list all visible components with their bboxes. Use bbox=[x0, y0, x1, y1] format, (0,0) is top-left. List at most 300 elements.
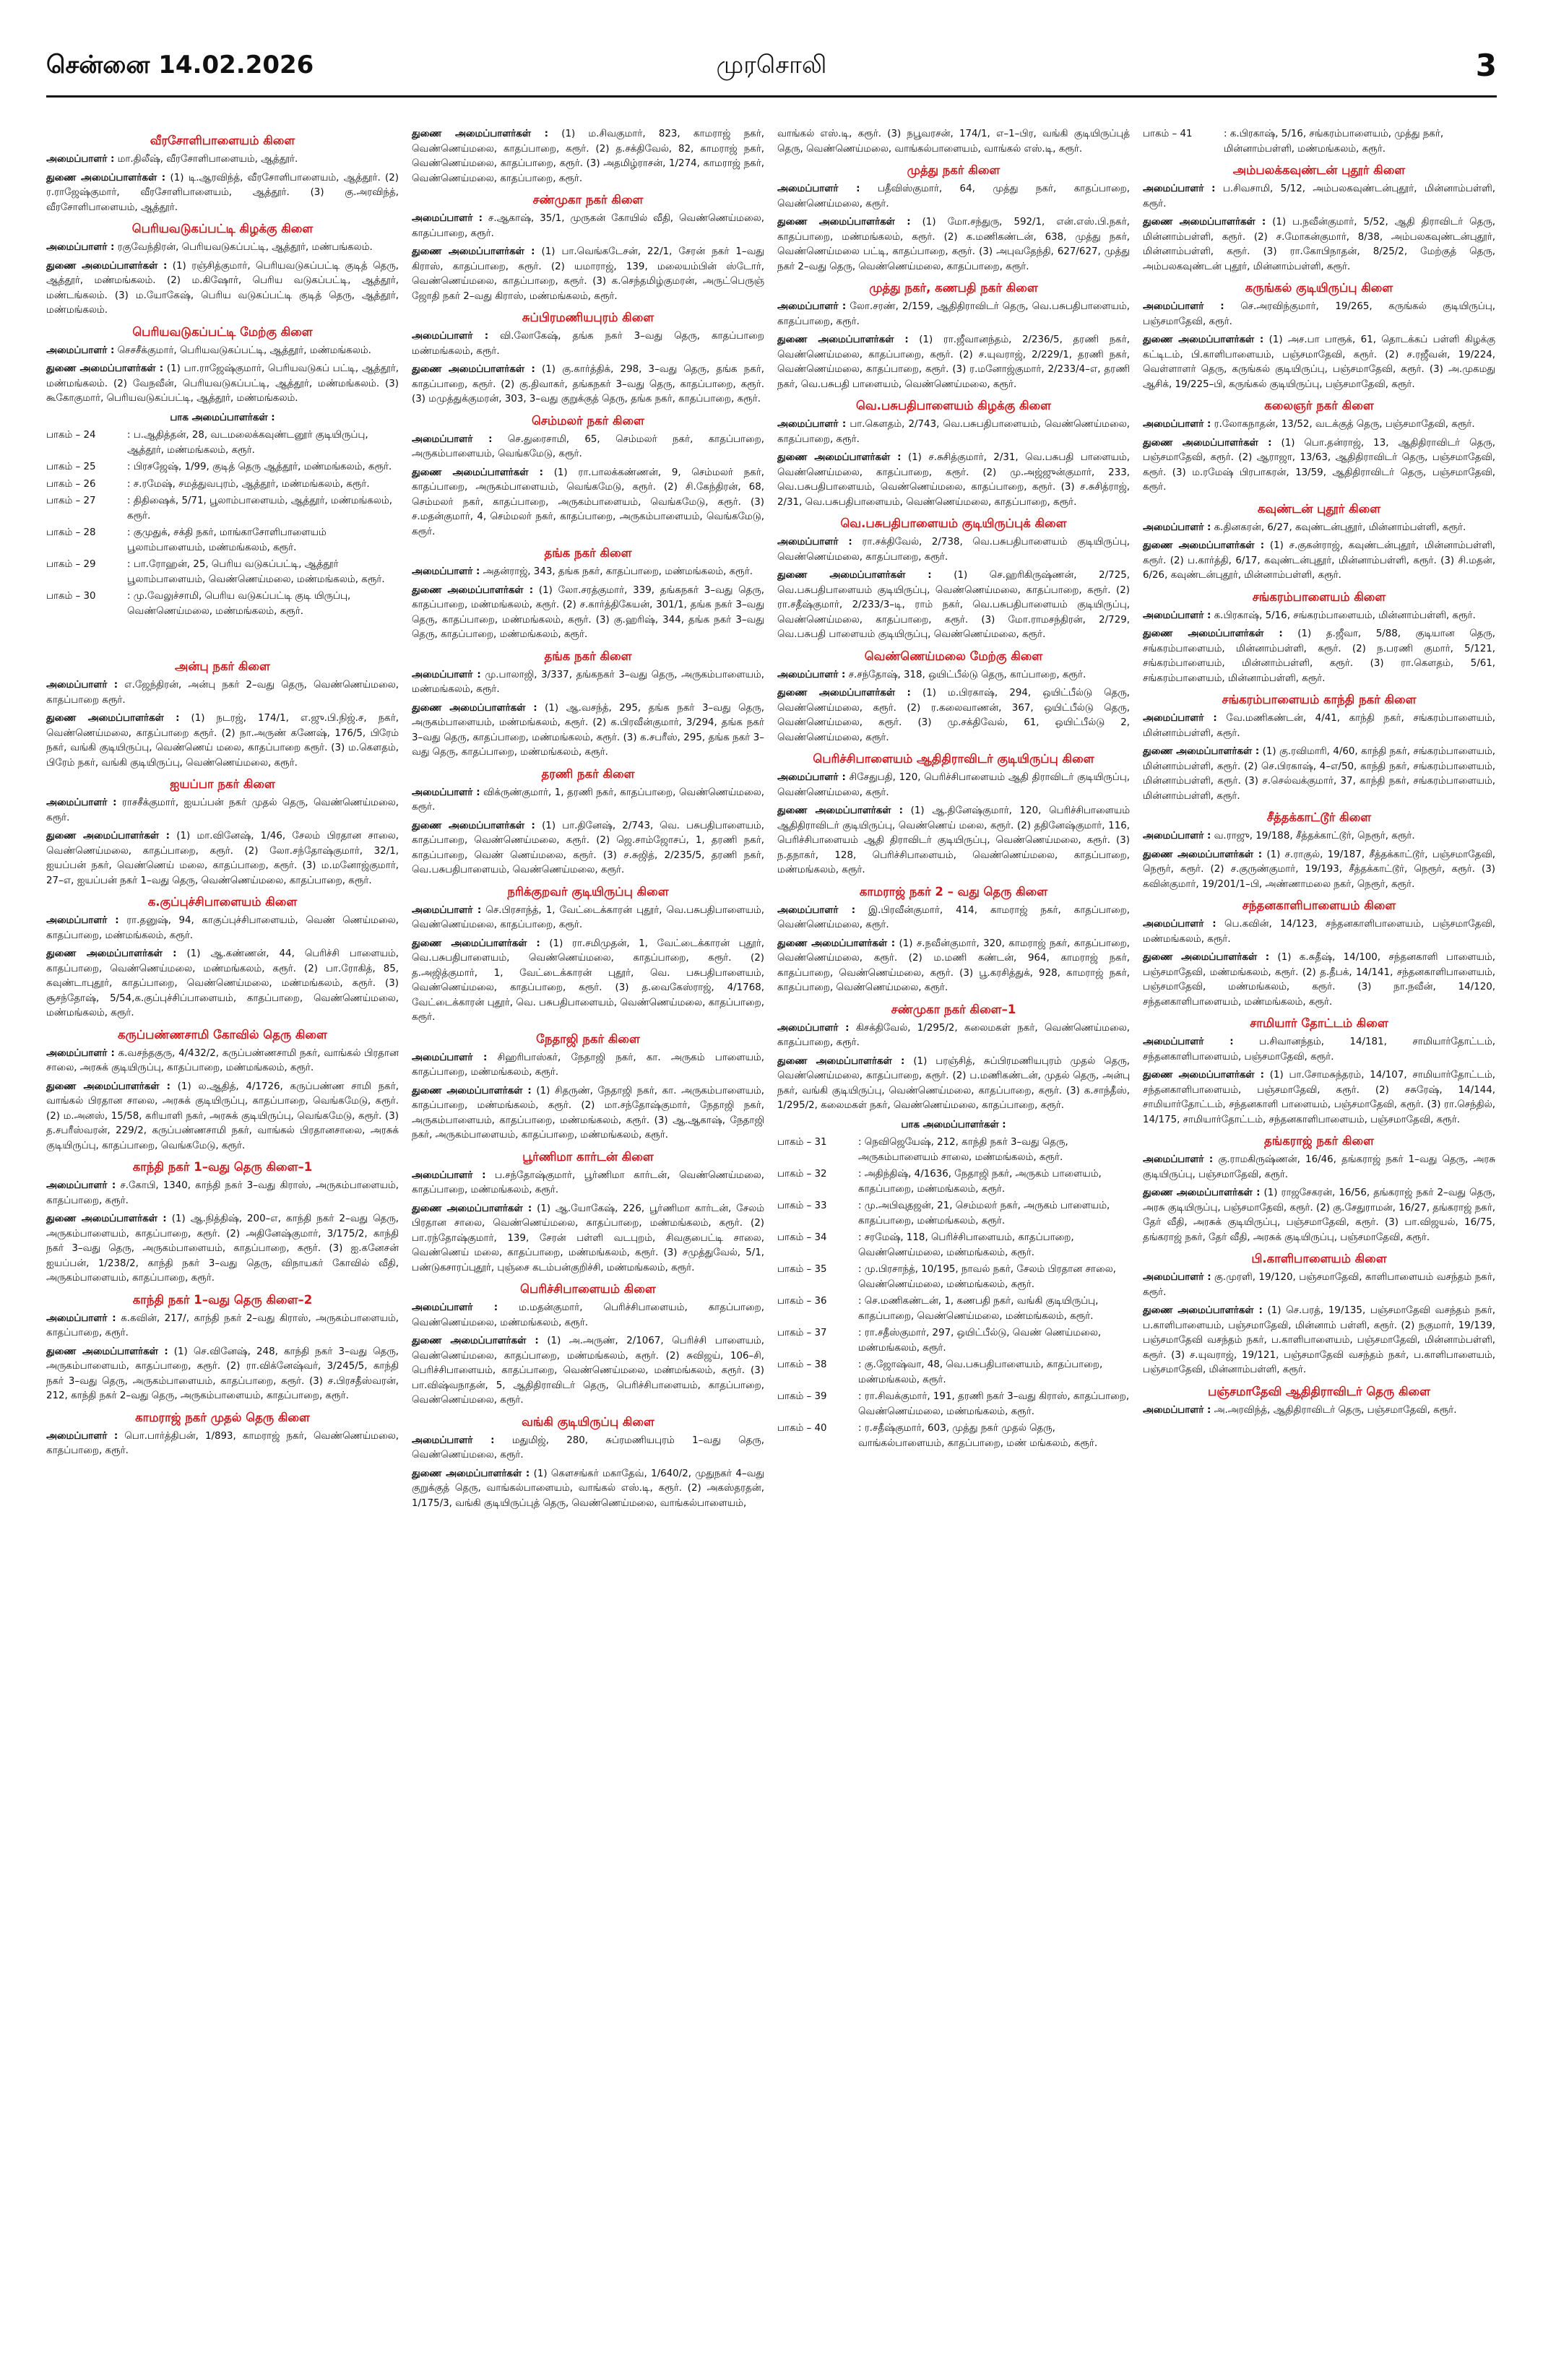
role-label: துணை அமைப்பாளர்கள் : bbox=[46, 1081, 170, 1092]
organizer-entry bbox=[1143, 745, 1495, 804]
booth-organizer: : குமுதுக், சக்தி நகர், மாங்காசோளிபாளையம் பூலாம்பாளையம், மண்மங்கலம், கரூர். bbox=[127, 527, 327, 553]
booth-row bbox=[777, 1231, 1130, 1260]
organizer-entry bbox=[412, 819, 764, 878]
organizer-entry bbox=[1143, 1035, 1495, 1065]
booth-organizer: : அதிந்திஷ், 4/1636, நேதாஜி நகர், அருகம் பாளையம், காதப்பாறை, மண்மங்கலம், கரூர். bbox=[858, 1169, 1102, 1195]
booth-row bbox=[777, 1421, 1130, 1451]
organizer-entry bbox=[412, 786, 764, 815]
booth-organizer: : பா.ரோஹன், 25, பெரிய வடுகப்பட்டி, ஆத்தூர் பூலாம்பாளையம், வெண்ணெய்மலை, மண்மங்கலம், கரூர். bbox=[127, 559, 385, 585]
organizer-details: ப.சிவசாமி, 5/12, அம்பலகவுண்டன்புதூர், மின்னாம்பள்ளி, கரூர். bbox=[1143, 183, 1495, 209]
organizer-entry bbox=[46, 362, 399, 407]
organizer-entry bbox=[777, 1021, 1130, 1051]
organizer-details: (1) செ.ஹரிகிருஷ்ணன், 2/725, வெ.பசுபதிபாளையம் குடியிருப்பு, வெண்ணெய்மலை, காதப்பாறை, கரூர். (2) ரா.சதீஷ்குமார், 2/233/3–டி, ராம் நகர், வெ.பசுபதிபாளையம் குடியிருப்பு, வெண்ணெய்மலை, காதப்பாறை, கரூர். (3) மோ.ராமசந்திரன், 2/729, வெ.பசுபதி பாளையம் குடியிருப்பு, வெண்ணெய்மலை, கரூர். bbox=[777, 570, 1130, 640]
booth-row bbox=[46, 589, 399, 619]
organizer-details: (1) பா.ராஜேஷ்குமார், பெரியவடுகப் பட்டி, ஆத்தூர், மண்மங்கலம். (2) வேநவீன், பெரியவடுகப்பட்டி, ஆத்தூர், மண்மங்கலம். (3) கூகோகுமார், பெரியவடுகப்பட்டி, ஆத்தூர், மண்மங்கலம். bbox=[46, 363, 399, 404]
organizer-details: லோ.சரண், 2/159, ஆதிதிராவிடர் தெரு, வெ.பசுபதிபாளையம், காதப்பாறை, கரூர். bbox=[777, 301, 1130, 327]
branch-title: வெ.பசுபதிபாளையம் குடியிருப்புக் கிளை bbox=[840, 516, 1067, 530]
role-label: அமைப்பாளர் : bbox=[46, 915, 119, 926]
branch-title: தங்க நகர் கிளை bbox=[544, 649, 632, 663]
organizer-details: க.தினகரன், 6/27, கவுண்டன்புதூர், மின்னாம்பள்ளி, கரூர். bbox=[1211, 522, 1466, 533]
organizer-entry bbox=[412, 1334, 764, 1408]
booth-number: பாகம் – 27 bbox=[46, 496, 96, 506]
role-label: துணை அமைப்பாளர்கள் : bbox=[777, 334, 909, 345]
branch-title: கவுண்டன் புதூர் கிளை bbox=[1257, 501, 1381, 516]
organizer-details: (1) பரஞ்சித், சுப்பிரமணியபுரம் முதல் தெரு, வெண்ணெய்மலை, காதப்பாறை, கரூர். (2) ப.மணிகண்டன், முதல் தெரு, அன்பு நகர், வங்கி குடியிருப்பு, வெண்ணெய்மலை, காதப்பாறை, கரூர். (3) க.சாந்தீஸ், 1/295/2, கலைமகள் நகர், வெண்ணெய்மலை, காதப்பாறை, கரூர். bbox=[777, 1055, 1130, 1111]
organizer-entry bbox=[46, 947, 399, 1021]
booth-number: பாகம் – 24 bbox=[46, 430, 96, 441]
organizer-details: (1) மா.வினேஷ், 1/46, சேலம் பிரதான சாலை, வெண்ணெய்மலை, காதப்பாறை, கரூர். (2) லோ.சந்தோஷ்குமார், 32/1, ஐயப்பன் நகர், வெண்ணெய் மலை, காதப்பாறை, கரூர். (3) ம.மனோஜ்குமார், 27–எ, ஐயப்பன் நகர் 1–வது தெரு, வெண்ணெய்மலை, காதப்பாறை, கரூர். bbox=[46, 831, 399, 886]
booth-row bbox=[777, 1263, 1130, 1292]
role-label: துணை அமைப்பாளர்கள் : bbox=[1143, 437, 1272, 449]
organizer-details: (1) பா.தினேஷ், 2/743, வெ. பசுபதிபாளையம், காதப்பாறை, வெண்ணெய்மலை, கரூர். (2) ஜெ.சாம்ஜோசப், 1, தரணி நகர், காதப்பாறை, வெண் ணெய்மலை, கரூர். (3) ச.சுஜித், 2/235/5, தரணி நகர், வெ.பசுபதிபாளையம், வெண்ணெய்மலை, கரூர். bbox=[412, 820, 764, 875]
role-label: துணை அமைப்பாளர்கள் : bbox=[412, 938, 540, 949]
organizer-details: (1) ல.ஆதித், 4/1726, கருப்பண்ண சாமி நகர், வாங்கல் பிரதான சாலை, அரசுக் குடியிருப்பு, காதப்பாறை, வெங்கமேடு, கரூர். (2) ம.அனஸ், 15/58, கரியாளி நகர், அரசுக் குடியிருப்பு, வெங்கமேடு, கரூர். (3) த.சபரீஸ்வரன், 229/2, கருப்பண்ணசாமி நகர், வாங்கல் பிரதானசாலை, அரசுக் குடியிருப்பு, காதப்பாறை, வெங்கமேடு, கரூர். bbox=[46, 1081, 399, 1151]
section-subtitle: பாக அமைப்பாளர்கள் : bbox=[901, 1119, 1006, 1130]
organizer-entry bbox=[1143, 215, 1495, 274]
organizer-details: (1) ஆ.நித்திஷ், 200–எ, காந்தி நகர் 2–வது தெரு, அருகம்பாளையம், காதப்பாறை, கரூர். (2) அதினேஷ்குமார், 3/175/2, காந்தி நகர் 3–வது தெரு, அருகம்பாளையம், காதப்பாறை, கரூர். (3) ஐ.கனேசன் ஐயப்பன், 1/238/2, காந்தி நகர் 3–வது தெரு, விநாயகர் கோவில் வீதி, அருகம்பாளையம், காதப்பாறை, கரூர். bbox=[46, 1213, 399, 1284]
role-label: அமைப்பாளர் : bbox=[1143, 610, 1211, 621]
role-label: அமைப்பாளர் : bbox=[1143, 713, 1217, 724]
role-label: அமைப்பாளர் : bbox=[1143, 1037, 1234, 1047]
organizer-details: மு.பாலாஜி, 3/337, தங்கநகர் 3–வது தெரு, அருகம்பாளையம், மண்மங்கலம், கரூர். bbox=[412, 669, 764, 695]
organizer-entry bbox=[412, 584, 764, 643]
booth-organizer: : ப.ஆதித்தன், 28, வடமலைக்கவுண்டனூர் குடியிருப்பு, ஆத்தூர், மண்மங்கலம், கரூர். bbox=[127, 430, 368, 456]
organizer-entry bbox=[412, 1084, 764, 1143]
role-label: துணை அமைப்பாளர்கள் : bbox=[1143, 849, 1263, 860]
organizer-details: கு.முரளி, 19/120, பஞ்சமாதேவி, காளிபாளையம் வசந்தம் நகர், கரூர். bbox=[1143, 1272, 1495, 1298]
booth-row bbox=[46, 558, 399, 587]
organizer-entry bbox=[1143, 521, 1495, 536]
column-4 bbox=[1143, 127, 1495, 2366]
booth-row bbox=[46, 460, 399, 475]
organizer-entry bbox=[46, 1345, 399, 1404]
role-label: துணை அமைப்பாளர்கள் : bbox=[46, 1213, 167, 1224]
organizer-entry bbox=[46, 796, 399, 826]
organizer-details: (1) மோ.சந்துரு, 592/1, என்.எஸ்.பி.நகர், காதப்பாறை, மண்மங்கலம், கரூர். (2) க.மணிகண்டன், 638, முத்து நகர், வெண்ணெய்மலை பட்டி, காதப்பாறை, கரூர். (3) அபுவதேந்தி, 627/627, முத்து நகர் 2–வது தெரு, வெண்ணெய்மலை, காதப்பாறை, கரூர். bbox=[777, 217, 1130, 272]
organizer-details: கு.ராமகிருஷ்ணன், 16/46, தங்கராஜ் நகர் 1–வது தெரு, அரசு குடியிருப்பு, பஞ்சமாதேவி, கரூர். bbox=[1143, 1154, 1495, 1180]
role-label: துணை அமைப்பாளர்கள் : bbox=[46, 1346, 168, 1357]
booth-organizer: : பிரசஜேஷ், 1/99, குடித் தெரு ஆத்தூர், மண்மங்கலம், கரூர். bbox=[127, 462, 392, 472]
organizer-entry bbox=[46, 1047, 399, 1076]
organizer-entry bbox=[412, 433, 764, 462]
organizer-entry bbox=[412, 668, 764, 698]
booth-row bbox=[46, 477, 399, 493]
header-divider bbox=[46, 95, 1497, 98]
role-label: அமைப்பாளர் : bbox=[46, 1180, 116, 1191]
organizer-entry bbox=[1143, 951, 1495, 1010]
role-label: துணை அமைப்பாளர்கள் : bbox=[412, 246, 535, 257]
organizer-entry bbox=[412, 565, 764, 580]
continued-text: வாங்கல் எஸ்.டி, கரூர். (3) நபூவரசன், 174/1, எ–1–பிர, வங்கி குடியிருப்புத் தெரு, வெண்ணெய்மலை, வாங்கல்பாளையம், வாங்கல் எஸ்.டி, கரூர். bbox=[777, 129, 1130, 155]
organizer-details: (1) ச.ராகுல், 19/187, சீத்தக்காட்டூர், பஞ்சமாதேவி, நெரூர், கரூர். (2) ச.குருண்குமார், 19/193, சீத்தக்காட்டூர், நெரூர், கரூர். (3) கவின்குமார், 19/201/1–பி, அண்ணாமலை நகர், நெரூர், கரூர். bbox=[1143, 849, 1495, 890]
organizer-details: (1) சிதருண், நேதாஜி நகர், கா. அருகம்பாளையம், காதப்பாறை, மண்மங்கலம், கரூர். (2) மா.சந்தோஷ்குமார், நேதாஜி நகர், அருகம்பாளையம், காதப்பாறை, மண்மங்கலம், கரூர். (3) ஆ.ஆகாஷ், நேதாஜி நகர், அருகம்பாளையம், காதப்பாறை, மண்மங்கலம், கரூர். bbox=[412, 1085, 764, 1141]
organizer-details: (1) ம.சிவகுமார், 823, காமராஜ் நகர், வெண்ணெய்மலை, காதப்பாறை, கரூர். (2) த.சக்திவேல், 82, காமராஜ் நகர், வெண்ணெய்மலை, காதப்பாறை, கரூர். (3) அதமிழ்ராசன், 1/274, காமராஜ் நகர், வெண்ணெய்மலை, காதப்பாறை, கரூர். bbox=[412, 129, 764, 184]
role-label: துணை அமைப்பாளர்கள் : bbox=[412, 820, 535, 831]
role-label: அமைப்பாளர் : bbox=[777, 669, 846, 680]
organizer-details: (1) ராஜசேகரன், 16/56, தங்கராஜ் நகர் 2–வது தெரு, அரசு குடியிருப்பு, பஞ்சமாதேவி, கரூர். (2) கு.சேதுராமன், 16/27, தங்கராஜ் நகர், தேர் வீதி, அரசுக் குடியிருப்பு, பஞ்சமாதேவி, கரூர். (3) பா.விஜயல், 16/75, தங்கராஜ் நகர், தேர் வீதி, அரசுக் குடியிருப்பு, பஞ்சமாதேவி, கரூர். bbox=[1143, 1187, 1495, 1243]
role-label: அமைப்பாளர் : bbox=[46, 242, 115, 253]
branch-title: சாமியார் தோட்டம் கிளை bbox=[1250, 1016, 1388, 1030]
role-label: துணை அமைப்பாளர்கள் : bbox=[777, 805, 903, 816]
branch-title: செம்மலர் நகர் கிளை bbox=[531, 413, 645, 428]
organizer-details: (1) பா.வெங்கடேசன், 22/1, சேரன் நகர் 1–வது கிராஸ், காதப்பாறை, கரூர். (2) யமாராஜ், 139, மலையம்பின் ஸ்டோர், வெண்ணெய்மலை, காதப்பாறை, கரூர். (3) க.செந்தமிழ்குமரன், அருட்பெருஞ் ஜோதி நகர் 2–வது கிராஸ், மண்மங்கலம், கரூர். bbox=[412, 246, 764, 302]
branch-title: பி.காளிபாளையம் கிளை bbox=[1251, 1252, 1387, 1265]
organizer-entry bbox=[412, 1202, 764, 1276]
branch-title: காந்தி நகர் 1–வது தெரு கிளை–2 bbox=[132, 1292, 313, 1307]
organizer-entry bbox=[46, 1429, 399, 1459]
role-label: அமைப்பாளர் : bbox=[1143, 919, 1216, 930]
page-number: 3 bbox=[1475, 48, 1497, 83]
organizer-details: (1) க.சுதீஷ், 14/100, சந்தனகாளி பாளையம், பஞ்சமாதேவி, மண்மங்கலம், கரூர். (2) த.தீபக், 14/141, சந்தனகாளிபாளையம், பஞ்சமாதேவி, மண்மங்கலம், கரூர். (3) நா.நவீன், 14/120, சந்தனகாளிபாளையம், மண்மங்கலம், கரூர். bbox=[1143, 952, 1495, 1008]
branch-title: வங்கி குடியிருப்பு கிளை bbox=[522, 1414, 654, 1429]
booth-organizer: : ச.ரமேஷ், சமத்துவபுரம், ஆத்தூர், மண்மங்கலம், கரூர். bbox=[127, 478, 370, 490]
organizer-entry bbox=[1143, 609, 1495, 624]
organizer-entry bbox=[46, 1212, 399, 1286]
branch-title: பெரிச்சிபாளையம் கிளை bbox=[520, 1282, 656, 1296]
organizer-entry bbox=[777, 568, 1130, 643]
role-label: துணை அமைப்பாளர்கள் : bbox=[777, 452, 902, 463]
role-label: துணை அமைப்பாளர்கள் : bbox=[412, 1203, 532, 1214]
organizer-details: (1) அச.பா பாரூக், 61, தொடக்கப் பள்ளி கிழக்கு கட்டிடம், பி.காளிபாளையம், பஞ்சமாதேவி, கரூர். (2) ச.ரஜீவன், 19/224, வெள்ளாளர் தெரு, கருங்கல் குடியிருப்பு, பஞ்சமாதேவி, கரூர். (3) அ.முகமது ஆசிக், 19/225–பி, கருங்கல் குடியிருப்பு, பஞ்சமாதேவி, கரூர். bbox=[1143, 334, 1495, 390]
organizer-details: மா.திலீஷ், வீரசோளிபாளையம், ஆத்தூர். bbox=[114, 154, 298, 165]
organizer-entry bbox=[46, 829, 399, 888]
organizer-details: சிசேதுபதி, 120, பெரிச்சிபாளையம் ஆதி திராவிடர் குடியிருப்பு, வெண்ணெய்மலை, கரூர். bbox=[777, 772, 1130, 798]
organizer-entry bbox=[1143, 300, 1495, 329]
organizer-entry bbox=[1143, 829, 1495, 844]
organizer-details: (1) கு.ரவிமாரி, 4/60, காந்தி நகர், சங்கரம்பாளையம், மின்னாம்பள்ளி, கரூர். (2) செ.பிரகாஷ், 4–எ/50, காந்தி நகர், சங்கரம்பாளையம், மின்னாம்பள்ளி, கரூர். (3) ச.செல்வக்குமார், 37, காந்தி நகர், சங்கரம்பாளையம், மின்னாம்பள்ளி, கரூர். bbox=[1143, 746, 1495, 802]
branch-title: சண்முகா நகர் கிளை bbox=[532, 193, 644, 207]
role-label: துணை அமைப்பாளர்கள் : bbox=[1143, 628, 1283, 639]
organizer-details: அதன்ராஜ், 343, தங்க நகர், காதப்பாறை, மண்மங்கலம், கரூர். bbox=[480, 566, 753, 577]
organizer-details: (1) ஆ.தினேஷ்குமார், 120, பெரிச்சிபாளையம் ஆதிதிராவிடர் குடியிருப்பு, வெண்ணெய் மலை, கரூர். (2) ததினேஷ்குமார், 116, பெரிச்சிபாளையம் ஆதி திராவிடர் குடியிருப்பு, வெண்ணெய்மலை, கரூர். (3) ந.தநாகர், 128, பெரிச்சிபாளையம், வெண்ணெய்மலை, காதப்பாறை, மண்மங்கலம், கரூர். bbox=[777, 805, 1130, 875]
booth-number: பாகம் – 26 bbox=[46, 478, 96, 490]
organizer-details: வி.லோகேஷ், தங்க நகர் 3–வது தெரு, காதப்பாறை மண்மங்கலம், கரூர். bbox=[412, 331, 764, 357]
organizer-details: க.கவின், 217/, காந்தி நகர் 2–வது கிராஸ், அருகம்பாளையம், காதப்பாறை, கரூர். bbox=[46, 1312, 399, 1338]
organizer-details: (1) ம.பிரகாஷ், 294, ஒயிட்பீல்டு தெரு, வெண்ணெய்மலை, கரூர். (2) ர.கலைவாணன், 367, ஒயிட்பீல்டு தெரு, வெண்ணெய்மலை, கரூர். (3) மு.சக்திவேல், 61, ஒயிட்பீல்டு 2, வெண்ணெய்மலை, கரூர். bbox=[777, 688, 1130, 743]
section-subtitle: பாக அமைப்பாளர்கள் : bbox=[170, 412, 275, 423]
issue-date: சென்னை 14.02.2026 bbox=[46, 51, 314, 79]
organizer-details: (1) நடரஜ், 174/1, எ.ஜு.பி.நிஜ்.ச, நகர், வெண்ணெய்மலை, காதப்பாறை கரூர். (2) நா.அருண் கணேஷ், 176/5, பிரேம் நகர், வங்கி குடியிருப்பு, வெண்ணெய் மலை, காதப்பாறை கரூர். (3) ம.கௌதம், பிரேம் நகர், வங்கி குடியிருப்பு, வெண்ணெய்மலை, கரூர். bbox=[46, 713, 399, 769]
organizer-details: (1) அ.அருண், 2/1067, பெரிச்சி பாளையம், வெண்ணெய்மலை, காதப்பாறை, மண்மங்கலம், கரூர். (2) சுவிஜய், 106–சி, பெரிச்சிபாளையம், காதப்பாறை, வெண்ணெய்மலை, மண்மங்கலம், கரூர். (3) பா.விஷ்வநாதன், 5, ஆதிதிராவிடர் தெரு, பெரிச்சிபாளையம், காதப்பாறை, வெண்ணெய்மலை, கரூர். bbox=[412, 1336, 764, 1406]
branch-title: கலைஞர் நகர் கிளை bbox=[1264, 399, 1374, 412]
role-label: துணை அமைப்பாளர்கள் : bbox=[46, 260, 168, 272]
organizer-details: ரா.சக்திவேல், 2/738, வெ.பசுபதிபாளையம் குடியிருப்பு, வெண்ணெய்மலை, காதப்பாறை, கரூர். bbox=[777, 537, 1130, 563]
branch-title: காந்தி நகர் 1–வது தெரு கிளை–1 bbox=[132, 1160, 313, 1174]
organizer-details: பா.கௌதம், 2/743, வெ.பசுபதிபாளையம், வெண்ணெய்மலை, காதப்பாறை, கரூர். bbox=[777, 419, 1130, 445]
booth-number: பாகம் – 32 bbox=[777, 1169, 827, 1180]
organizer-entry bbox=[1143, 1403, 1495, 1419]
organizer-entry bbox=[1143, 1153, 1495, 1182]
organizer-entry bbox=[777, 182, 1130, 212]
organizer-details: மதுமிஜ், 280, சுப்ரமணியபுரம் 1–வது தெரு, வெண்ணெய்மலை, கரூர். bbox=[412, 1435, 764, 1461]
branch-title: அன்பு நகர் கிளை bbox=[175, 659, 270, 673]
role-label: அமைப்பாளர் : bbox=[777, 183, 860, 194]
role-label: துணை அமைப்பாளர்கள் : bbox=[46, 172, 166, 183]
organizer-details: (1) ஆ.கண்ணன், 44, பெரிச்சி பாளையம், காதப்பாறை, வெண்ணெய்மலை, மண்மங்கலம், கரூர். (2) பா.ரோகித், 85, கவுண்டாபுதூர், காதப்பாறை, வெண்ணெய்மலை, மண்மங்கலம், கரூர். (3) சூசந்தோஷ், 5/54,க.குப்புச்சிப்பாளையம், காதப்பாறை, வெண்ணெய்மலை, மண்மங்கலம், கரூர். bbox=[46, 948, 399, 1018]
organizer-details: க.பிரகாஷ், 5/16, சங்கரம்பாளையம், மின்னாம்பள்ளி, கரூர். bbox=[1211, 610, 1476, 621]
branch-title: சுப்பிரமணியபுரம் கிளை bbox=[522, 311, 654, 324]
organizer-details: செசசீக்குமார், பெரியவடுகப்பட்டி, ஆத்தூர், மண்மங்கலம். bbox=[114, 345, 371, 356]
booth-number: பாகம் – 37 bbox=[777, 1328, 827, 1338]
branch-title: தரணி நகர் கிளை bbox=[541, 766, 635, 781]
organizer-entry bbox=[777, 215, 1130, 274]
organizer-entry bbox=[46, 171, 399, 216]
booth-row bbox=[46, 428, 399, 458]
role-label: துணை அமைப்பாளர்கள் : bbox=[777, 217, 911, 228]
organizer-details: பெ.கவின், 14/123, சந்தனகாளிபாளையம், பஞ்சமாதேவி, மண்மங்கலம், கரூர். bbox=[1143, 919, 1495, 945]
organizer-entry bbox=[412, 1434, 764, 1463]
organizer-details: (1) பொ.தன்ராஜ், 13, ஆதிதிராவிடர் தெரு, பஞ்சமாதேவி, கரூர். (2) ஆராஜா, 13/63, ஆதிதிராவிடர் தெரு, பஞ்சமாதேவி, கரூர். (3) ம.ரமேஷ் பிரபாகரன், 13/59, ஆதிதிராவிடர் தெரு, பஞ்சமாதேவி, கரூர். bbox=[1143, 437, 1495, 493]
organizer-details: ரகுவேந்திரன், பெரியவடுகப்பட்டி, ஆத்தூர், மண்பங்கலம். bbox=[114, 242, 373, 253]
role-label: அமைப்பாளர் : bbox=[777, 301, 847, 312]
role-label: துணை அமைப்பாளர்கள் : bbox=[412, 1085, 532, 1096]
organizer-details: (1) ஆ.வசந்த், 295, தங்க நகர் 3–வது தெரு, அருகம்பாளையம், மண்மங்கலம், கரூர். (2) க.பிரவீன்குமார், 3/294, தங்க நகர் 3–வது தெரு, காதப்பாறை, மண்மங்கலம், கரூர். (3) க.சபரீஸ், 295, தங்க நகர் 3–வது தெரு, காதப்பாறை, மண்மங்கலம், கரூர். bbox=[412, 702, 764, 758]
organizer-entry bbox=[46, 259, 399, 319]
organizer-entry bbox=[1143, 333, 1495, 392]
organizer-entry bbox=[777, 686, 1130, 745]
role-label: அமைப்பாளர் : bbox=[412, 331, 489, 342]
role-label: துணை அமைப்பாளர்கள் : bbox=[777, 688, 911, 698]
role-label: துணை அமைப்பாளர்கள் : bbox=[1143, 1187, 1261, 1198]
role-label: துணை அமைப்பாளர்கள் : bbox=[412, 467, 543, 478]
organizer-details: (1) த.ஜீவா, 5/88, குடியான தெரு, சங்கரம்பாளையம், மின்னாம்பள்ளி, கரூர். (2) ந.பரணி குமார், 5/121, சங்கரம்பாளையம், மின்னாம்பள்ளி, கரூர். (3) ரா.கௌதம், 5/61, சங்கரம்பாளையம், மின்னாம்பள்ளி, கரூர். bbox=[1143, 628, 1495, 684]
role-label: அமைப்பாளர் : bbox=[412, 1169, 486, 1181]
booth-row bbox=[777, 1358, 1130, 1388]
organizer-entry bbox=[46, 152, 399, 168]
organizer-entry bbox=[1143, 917, 1495, 947]
role-label: துணை அமைப்பாளர்கள் : bbox=[1143, 540, 1265, 551]
booth-organizer: : கு.ஜோஷ்வா, 48, வெ.பசுபதிபாளையம், காதப்பாறை, மண்மங்கலம், கரூர். bbox=[858, 1359, 1103, 1385]
branch-title: பெரிச்சிபாளையம் ஆதிதிராவிடர் குடியிருப்பு கிளை bbox=[813, 752, 1094, 766]
role-label: துணை அமைப்பாளர்கள் : bbox=[1143, 952, 1270, 963]
booth-number: பாகம் – 36 bbox=[777, 1296, 827, 1307]
organizer-entry bbox=[412, 1467, 764, 1512]
organizer-entry bbox=[46, 1179, 399, 1208]
branch-title: வீரசோளிபாளையம் கிளை bbox=[150, 134, 295, 147]
booth-organizer: : மு.அபிவுதஜன், 21, செம்மலர் நகர், அருகம் பாளையம், காதப்பாறை, மண்மங்கலம், கரூர். bbox=[858, 1200, 1110, 1226]
branch-title: சண்முகா நகர் கிளை–1 bbox=[891, 1002, 1016, 1016]
branch-title: கருப்பண்ணசாமி கோவில் தெரு கிளை bbox=[118, 1027, 327, 1042]
organizer-entry bbox=[1143, 1271, 1495, 1300]
organizer-entry bbox=[412, 329, 764, 359]
booth-organizer: : ர.சதீஷ்குமார், 603, முத்து நகர் முதல் தெரு, வாங்கல்பாளையம், காதப்பாறை, மண் மங்கலம், கரூர். bbox=[858, 1423, 1098, 1449]
role-label: அமைப்பாளர் : bbox=[1143, 522, 1211, 533]
role-label: அமைப்பாளர் : bbox=[46, 345, 115, 356]
role-label: அமைப்பாளர் : bbox=[412, 1052, 488, 1063]
booth-number: பாகம் – 30 bbox=[46, 591, 96, 602]
organizer-details: க.வசந்தகுரு, 4/432/2, கருப்பண்ணசாமி நகர், வாங்கல் பிரதான சாலை, அரசுக் குடியிருப்பு, காதப்பாறை, மண்மங்கலம், கரூர். bbox=[46, 1047, 399, 1073]
branch-title: நேதாஜி நகர் கிளை bbox=[536, 1031, 640, 1046]
organizer-entry bbox=[777, 937, 1130, 996]
branch-title: காமராஜ் நகர் முதல் தெரு கிளை bbox=[135, 1410, 310, 1424]
organizer-entry bbox=[412, 1169, 764, 1198]
organizer-entry bbox=[1143, 848, 1495, 893]
booth-row bbox=[777, 1135, 1130, 1165]
role-label: அமைப்பாளர் : bbox=[46, 797, 117, 808]
role-label: துணை அமைப்பாளர்கள் : bbox=[1143, 746, 1260, 757]
role-label: அமைப்பாளர் : bbox=[1143, 183, 1216, 194]
booth-number: பாகம் – 34 bbox=[777, 1232, 827, 1243]
organizer-entry bbox=[777, 771, 1130, 800]
organizer-details: ரா.தனுஷ், 94, காகுப்புச்சிபாளையம், வெண் ணெய்மலை, காதப்பாறை, மண்மங்கலம், கரூர். bbox=[46, 915, 399, 941]
booth-organizer: : செ.மணிகண்டன், 1, கணபதி நகர், வங்கி குடியிருப்பு, காதப்பாறை, வெண்ணெய்மலை, மண்மங்கலம், கரூர். bbox=[858, 1296, 1099, 1322]
branch-title: முத்து நகர், கணபதி நகர் கிளை bbox=[869, 281, 1038, 295]
organizer-entry bbox=[46, 914, 399, 943]
organizer-details: (1) செ.பரத், 19/135, பஞ்சமாதேவி வசந்தம் நகர், ப.காளிபாளையம், பஞ்சமாதேவி, மின்னாம் பள்ளி, கரூர். (2) நகுமார், 19/139, பஞ்சமாதேவி வசந்தம் நகர், ப.காளிபாளையம், பஞ்சமாதேவி, மின்னாம்பள்ளி, கரூர். (3) ச.யுவராஜ், 19/121, பஞ்சமாதேவி வசந்தம் நகர், ப.காளிபாளையம், பஞ்சமாதேவி, மின்னாம்பள்ளி, கரூர். bbox=[1143, 1305, 1495, 1375]
organizer-entry bbox=[412, 937, 764, 1026]
role-label: துணை அமைப்பாளர்கள் : bbox=[777, 938, 896, 949]
booth-number: பாகம் – 33 bbox=[777, 1200, 827, 1211]
organizer-details: (1) பா.சோமசுந்தரம், 14/107, சாமியார்தோட்டம், சந்தனகாளிபாளையம், பஞ்சமாதேவி, கரூர். (2) சசுரேஷ், 14/144, சாமியார்தோட்டம், சந்தனகாளி பாளையம், பஞ்சமாதேவி, கரூர். (3) ரா.செந்தில், 14/175, சாமியார்தோட்டம், சந்தனகாளிபாளையம், பஞ்சமாதேவி, கரூர். bbox=[1143, 1070, 1495, 1125]
role-label: அமைப்பாளர் : bbox=[46, 1312, 116, 1324]
organizer-entry bbox=[1143, 627, 1495, 686]
booth-number: பாகம் – 40 bbox=[777, 1423, 827, 1434]
role-label: துணை அமைப்பாளர்கள் : bbox=[412, 129, 548, 139]
booth-number: பாகம் – 28 bbox=[46, 527, 96, 538]
organizer-entry bbox=[1143, 417, 1495, 433]
role-label: அமைப்பாளர் : bbox=[46, 154, 115, 165]
organizer-details: வே.மணிகண்டன், 4/41, காந்தி நகர், சங்கரம்பாளையம், மின்னாம்பள்ளி, கரூர். bbox=[1143, 713, 1495, 739]
organizer-details: ராசசீக்குமார், ஐயப்பன் நகர் முதல் தெரு, வெண்ணெய்மலை, கரூர். bbox=[46, 797, 399, 823]
booth-row bbox=[46, 526, 399, 555]
organizer-entry bbox=[412, 245, 764, 304]
organizer-entry bbox=[412, 212, 764, 241]
organizer-details: இ.பிரவீன்குமார், 414, காமராஜ் நகர், காதப்பாறை, வெண்ணெய்மலை, கரூர். bbox=[777, 904, 1130, 930]
organizer-details: (1) கௌசங்கர் மகாதேவ், 1/640/2, முதுநகர் 4–வது குறுக்குத் தெரு, வாங்கல்பாளையம், வாங்கல் எஸ்.டி, கரூர். (2) அகஸ்தரதன், 1/175/3, வங்கி குடியிருப்புத் தெரு, வெண்ணெய்மலை, வாங்கல்பாளையம், bbox=[412, 1468, 764, 1509]
branch-title: தங்கராஜ் நகர் கிளை bbox=[1264, 1134, 1374, 1148]
booth-number: பாகம் – 29 bbox=[46, 559, 96, 570]
role-label: அமைப்பாளர் : bbox=[46, 1430, 118, 1442]
role-label: துணை அமைப்பாளர்கள் : bbox=[412, 1468, 530, 1479]
organizer-details: பொ.பார்த்திபன், 1/893, காமராஜ் நகர், வெண்ணெய்மலை, காதப்பாறை, கரூர். bbox=[46, 1430, 399, 1456]
branch-title: பஞ்சமாதேவி ஆதிதிராவிடர் தெரு கிளை bbox=[1208, 1384, 1430, 1398]
organizer-details: பதீவிஸ்குமார், 64, முத்து நகர், காதப்பாறை, வெண்ணெய்மலை, கரூர். bbox=[777, 183, 1130, 209]
organizer-details: ம.மதன்குமார், பெரிச்சிபாளையம், காதப்பாறை, வெண்ணெய்மலை, மண்மங்கலம், கரூர். bbox=[412, 1302, 764, 1328]
booth-row bbox=[777, 1390, 1130, 1419]
organizer-entry bbox=[46, 1312, 399, 1341]
role-label: துணை அமைப்பாளர்கள் : bbox=[1143, 1305, 1263, 1316]
organizer-details: ப.சந்தோஷ்குமார், பூர்ணிமா கார்டன், வெண்ணெய்மலை, காதப்பாறை, மண்மங்கலம், கரூர். bbox=[412, 1169, 764, 1195]
organizer-details: ர.லோகநாதன், 13/52, வடக்குத் தெரு, பஞ்சமாதேவி, கரூர். bbox=[1211, 419, 1475, 430]
organizer-details: ப.சிவானந்தம், 14/181, சாமியார்தோட்டம், சந்தனகாளிபாளையம், பஞ்சமாதேவி, கரூர். bbox=[1143, 1037, 1495, 1063]
role-label: அமைப்பாளர் : bbox=[412, 787, 480, 798]
booth-number: பாகம் – 31 bbox=[777, 1137, 827, 1148]
branch-title: சங்கரம்பாளையம் கிளை bbox=[1252, 589, 1386, 604]
branch-title: சீத்தக்காட்டூர் கிளை bbox=[1266, 810, 1372, 824]
organizer-details: (1) ரா.சமிமுதன், 1, வேட்டைக்காரன் புதூர், வெ.பசுபதிபாளையம், வெண்ணெய்மலை, காதப்பாறை, கரூர். (2) த.அஜித்குமார், 1, வேட்டைக்காரன் புதூர், வெ. பசுபதிபாளையம், வெண்ணெய்மலை, காதப்பாறை, கரூர். (3) த.வைகேஸ்ராஜ், 4/1768, வேட்டைக்காரன் புதூர், வெ. பசுபதிபாளையம், வெண்ணெய்மலை, காதப்பாறை, கரூர். bbox=[412, 938, 764, 1023]
organizer-details: எ.ஜேந்திரன், அன்பு நகர் 2–வது தெரு, வெண்ணெய்மலை, காதப்பாறை கரூர். bbox=[46, 680, 399, 706]
column-2 bbox=[412, 127, 764, 2366]
role-label: அமைப்பாளர் : bbox=[46, 1047, 115, 1059]
organizer-entry bbox=[46, 241, 399, 256]
organizer-entry bbox=[412, 127, 764, 186]
organizer-details: செ.அரவிந்குமார், 19/265, கருங்கல் குடியிருப்பு, பஞ்சமாதேவி, கரூர். bbox=[1143, 301, 1495, 327]
organizer-details: (1) ச.சுசித்குமார், 2/31, வெ.பசுபதி பாளையம், வெண்ணெய்மலை, காதப்பாறை, கரூர். (2) மு.அஜ்ஜுன்குமார், 233, வெ.பசுபதிபாளையம், வெண்ணெய்மலை, காதப்பாறை, கரூர். (3) ச.சுசித்ராஜ், 2/31, வெ.பசுபதிபாளையம், வெண்ணெய்மலை, காதப்பாறை, கரூர். bbox=[777, 452, 1130, 508]
organizer-entry bbox=[412, 904, 764, 933]
organizer-entry bbox=[777, 1055, 1130, 1114]
role-label: துணை அமைப்பாளர்கள் : bbox=[1143, 217, 1266, 228]
branch-title: சங்கரம்பாளையம் காந்தி நகர் கிளை bbox=[1222, 693, 1417, 706]
branch-title: அம்பலக்கவுண்டன் புதூர் கிளை bbox=[1232, 163, 1406, 177]
role-label: துணை அமைப்பாளர்கள் : bbox=[46, 948, 177, 959]
booth-organizer: : திதிஷைக், 5/71, பூலாம்பாளையம், ஆத்தூர், மண்மங்கலம், கரூர். bbox=[127, 496, 393, 522]
branch-title: தங்க நகர் கிளை bbox=[544, 546, 632, 560]
organizer-details: (1) செ.வினேஷ், 248, காந்தி நகர் 3–வது தெரு, அருகம்பாளையம், காதப்பாறை, கரூர். (2) ரா.விக்னேஷ்வர், 3/245/5, காந்தி நகர் 3–வது தெரு, அருகம்பாளையம், காதப்பாறை, கரூர். (3) ச.பிரசதீஸ்வரன், 212, காந்தி நகர் 2–வது தெரு, அருகம்பாளையம், காதப்பாறை, கரூர். bbox=[46, 1346, 399, 1401]
role-label: துணை அமைப்பாளர்கள் : bbox=[412, 702, 537, 714]
role-label: அமைப்பாளர் : bbox=[1143, 1154, 1214, 1165]
role-label: துணை அமைப்பாளர்கள் : bbox=[1143, 1070, 1265, 1081]
branch-title: முத்து நகர் கிளை bbox=[907, 163, 1000, 177]
branch-title: கருங்கல் குடியிருப்பு கிளை bbox=[1245, 281, 1393, 295]
organizer-details: அ.அரவிந்த், ஆதிதிராவிடர் தெரு, பஞ்சமாதேவி, கரூர். bbox=[1211, 1404, 1457, 1416]
role-label: அமைப்பாளர் : bbox=[777, 419, 847, 430]
organizer-details: (1) லோ.சரத்குமார், 339, தங்கநகர் 3–வது தெரு, காதப்பாறை, மண்மங்கலம், கரூர். (2) ச.கார்த்திகேயன், 301/1, தங்க நகர் 3–வது தெரு, காதப்பாறை, மண்மங்கலம், கரூர். (3) கு.ஹரிஷ், 344, தங்க நகர் 3–வது தெரு, காதப்பாறை, மண்மங்கலம், கரூர். bbox=[412, 584, 764, 640]
booth-row bbox=[777, 1326, 1130, 1356]
organizer-details: (1) ஆ.யோகேஷ், 226, பூர்ணிமா கார்டன், சேலம் பிரதான சாலை, வெண்ணெய்மலை, காதப்பாறை, மண்மங்கலம், கரூர். (2) பா.ரந்தோஷ்குமார், 139, சேரன் பள்ளி வடபுறம், சிவகுபைட்டி சாலை, வெண்ணெய் மலை, காதப்பாறை, மண்மங்கலம், கரூர். (3) சமுத்துவேல், 5/1, பண்டுகசாரப்புதூர், புஞ்சை கடம்பன்குறிச்சி, மண்மங்கலம், கரூர். bbox=[412, 1203, 764, 1273]
organizer-entry bbox=[777, 904, 1130, 933]
role-label: அமைப்பாளர் : bbox=[1143, 1272, 1211, 1283]
organizer-details: (1) கு.கார்த்திக், 298, 3–வது தெரு, தங்க நகர், காதப்பாறை, கரூர். (2) கு.திவாகர், தங்கநகர் 3–வது தெரு, காதப்பாறை, கரூர். (3) மமுத்துக்குமரன், 303, 3–வது குறுக்குத் தெரு, தங்க நகர், காதப்பாறை, கரூர். bbox=[412, 364, 764, 404]
role-label: அமைப்பாளர் : bbox=[412, 433, 493, 445]
booth-organizer: : மு.பிரசாந்த், 10/195, நாவல் நகர், சேலம் பிரதான சாலை, வெண்ணெய்மலை, மண்மங்கலம், கரூர். bbox=[858, 1264, 1116, 1290]
booth-organizer: : ரா.சதீஸ்குமார், 297, ஒயிட்பீல்டு, வெண் ணெய்மலை, மண்மங்கலம், கரூர். bbox=[858, 1328, 1102, 1354]
role-label: துணை அமைப்பாளர்கள் : bbox=[777, 570, 932, 581]
booth-row bbox=[777, 1167, 1130, 1197]
role-label: துணை அமைப்பாளர்கள் : bbox=[412, 584, 534, 596]
organizer-entry bbox=[412, 1051, 764, 1081]
organizer-entry bbox=[777, 417, 1130, 447]
role-label: அமைப்பாளர் : bbox=[412, 1302, 498, 1313]
masthead bbox=[46, 48, 1497, 91]
organizer-entry bbox=[1143, 539, 1495, 584]
organizer-entry bbox=[1143, 182, 1495, 212]
organizer-entry bbox=[1143, 1068, 1495, 1128]
organizer-entry bbox=[1143, 1304, 1495, 1378]
role-label: அமைப்பாளர் : bbox=[1143, 831, 1211, 841]
organizer-entry bbox=[412, 466, 764, 540]
branch-title: நரிக்குறவர் குடியிருப்பு கிளை bbox=[507, 884, 669, 899]
organizer-details: விக்ருண்குமார், 1, தரணி நகர், காதப்பாறை, வெண்ணெய்மலை, கரூர். bbox=[412, 787, 764, 813]
role-label: அமைப்பாளர் : bbox=[412, 904, 482, 916]
organizer-details: ச.ஆகாஷ், 35/1, முருகன் கோயில் வீதி, வெண்ணெய்மலை, காதப்பாறை, கரூர். bbox=[412, 213, 764, 239]
role-label: அமைப்பாளர் : bbox=[412, 566, 480, 577]
booth-row bbox=[777, 1294, 1130, 1324]
organizer-entry bbox=[46, 1080, 399, 1154]
role-label: துணை அமைப்பாளர்கள் : bbox=[412, 1336, 539, 1346]
organizer-entry bbox=[777, 668, 1130, 683]
organizer-details: (1) ச.குகன்ராஜ், கவுண்டன்புதூர், மின்னாம்பள்ளி, கரூர். (2) ப.கார்த்தி, 6/17, கவுண்டன்புதூர், மின்னாம்பள்ளி, கரூர். (3) சி.மதன், 6/26, கவுண்டன்புதூர், மின்னாம்பள்ளி, கரூர். bbox=[1143, 540, 1495, 581]
organizer-entry bbox=[777, 300, 1130, 329]
role-label: அமைப்பாளர் : bbox=[412, 669, 481, 680]
organizer-details: ச.சந்தோஷ், 318, ஒயிட்பீல்டு தெரு, காப்பாறை, கரூர். bbox=[845, 669, 1086, 680]
booth-number: பாகம் – 41 bbox=[1143, 129, 1193, 139]
role-label: துணை அமைப்பாளர்கள் : bbox=[46, 713, 180, 724]
booth-organizer: : ரா.சிவக்குமார், 191, தரணி நகர் 3–வது கிராஸ், காதப்பாறை, வெண்ணெய்மலை, மண்மங்கலம், கரூர். bbox=[858, 1391, 1130, 1417]
branch-title: பூர்ணிமா கார்டன் கிளை bbox=[522, 1149, 654, 1164]
article-columns bbox=[46, 127, 1497, 2366]
column-1 bbox=[46, 127, 399, 2366]
role-label: துணை அமைப்பாளர்கள் : bbox=[46, 831, 170, 841]
column-3 bbox=[777, 127, 1130, 2366]
booth-number: பாகம் – 35 bbox=[777, 1264, 827, 1275]
organizer-details: கிசக்திவேல், 1/295/2, கலைமகள் நகர், வெண்ணெய்மலை, காதப்பாறை, கரூர். bbox=[777, 1022, 1130, 1048]
branch-title: காமராஜ் நகர் 2 – வது தெரு கிளை bbox=[859, 884, 1048, 899]
organizer-entry bbox=[1143, 1186, 1495, 1245]
branch-title: பெரியவடுகப்பட்டி கிழக்கு கிளை bbox=[131, 222, 314, 235]
branch-title: பெரியவடுகப்பட்டி மேற்கு கிளை bbox=[132, 324, 313, 339]
role-label: துணை அமைப்பாளர்கள் : bbox=[777, 1055, 905, 1067]
role-label: துணை அமைப்பாளர்கள் : bbox=[46, 363, 164, 374]
